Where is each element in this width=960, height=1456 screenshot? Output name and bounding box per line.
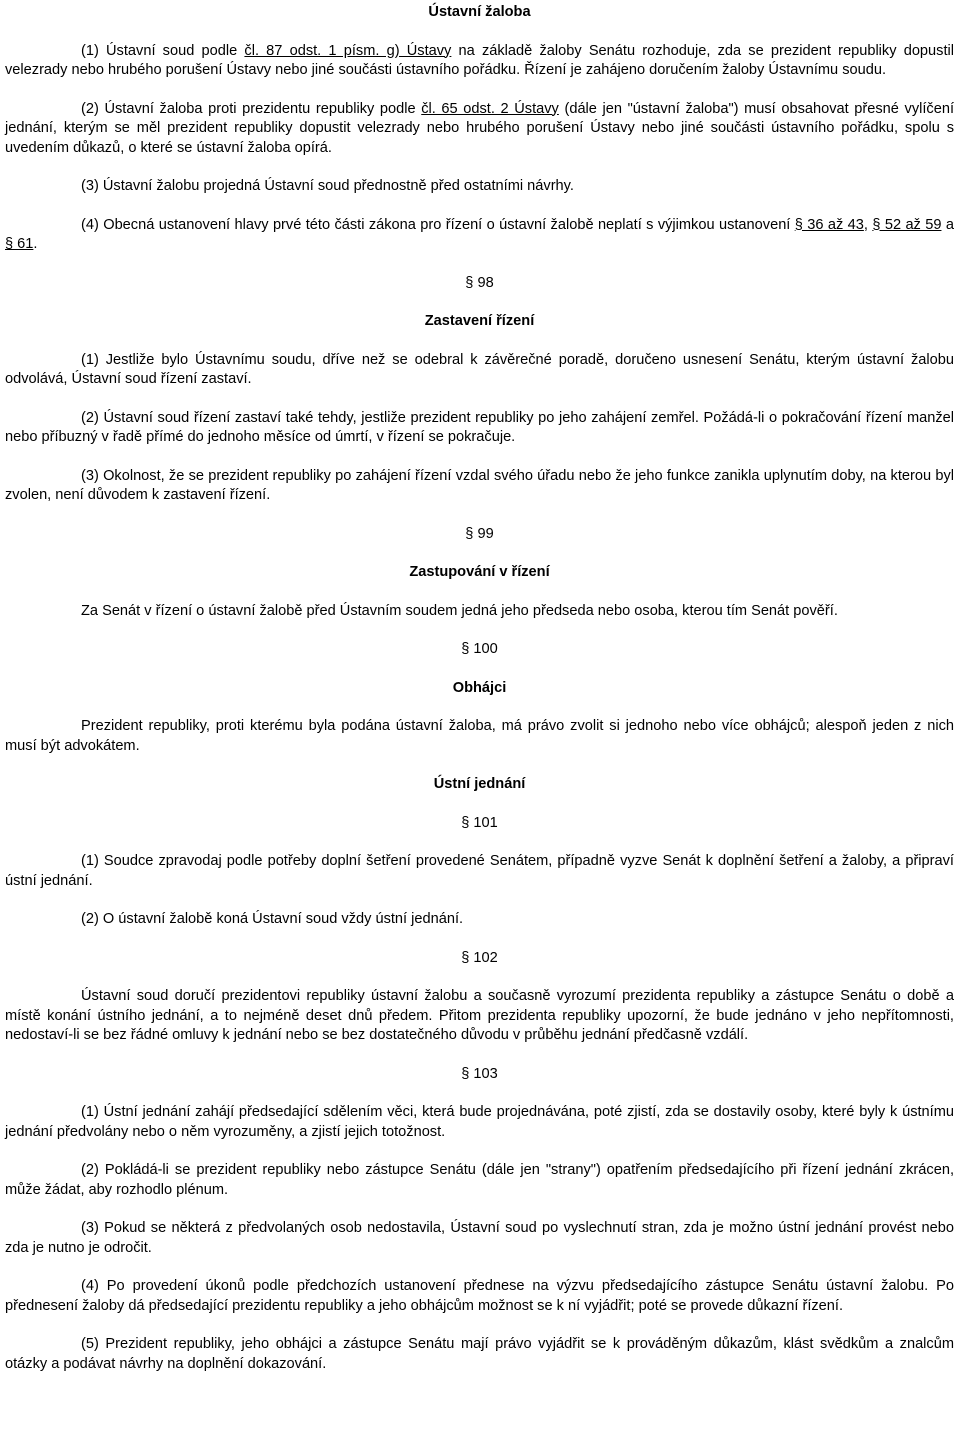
paragraph: [5, 467, 954, 506]
paragraph: [5, 852, 954, 891]
paragraph-text: (3) Okolnost, že se prezident republiky po zahájení řízení vzdal svého úřadu nebo že jeho funkce zanikla uplynutím doby, na kterou byl zvolen, není důvodem k zastavení řízení.: [5, 467, 954, 503]
paragraph-text: (1) Ústní jednání zahájí předsedající sdělením věci, která bude projednávána, poté zjistí, zda se dostavily osoby, které byly k ústnímu jednání předvolány nebo o něm vyrozuměny, a zjistí jejich totožnost.: [5, 1104, 954, 1140]
paragraph-text: a: [941, 216, 954, 233]
paragraph-text: (4) Obecná ustanovení hlavy prvé této části zákona pro řízení o ústavní žalobě neplatí s výjimkou ustanovení: [81, 216, 795, 233]
paragraph-text: Za Senát v řízení o ústavní žalobě před Ústavním soudem jedná jeho předseda nebo osoba, kterou tím Senát pověří.: [81, 602, 838, 619]
section-number: § 102: [461, 949, 498, 966]
paragraph-text: (4) Po provedení úkonů podle předchozích ustanovení přednese na výzvu předsedajícího zástupce Senátu ústavní žalobu. Po přednesení žaloby dá předsedající prezidentu republiky a jeho obhájcům možnost se k ní vyjádřit; poté se provede důkazní řízení.: [5, 1278, 954, 1314]
paragraph: [5, 100, 954, 159]
section-number: § 101: [461, 814, 498, 831]
section-heading: Ústní jednání: [433, 776, 526, 792]
paragraph: [5, 1219, 954, 1258]
paragraph: [5, 1335, 954, 1374]
paragraph-text: .: [33, 236, 38, 252]
paragraph: [5, 1103, 954, 1142]
link-cl-87-odst-1-pism-g-ustavy[interactable]: čl. 87 odst. 1 písm. g) Ústavy: [244, 42, 452, 59]
paragraph: [5, 409, 954, 448]
section-heading: Obhájci: [452, 679, 507, 696]
paragraph: [5, 910, 954, 930]
paragraph-text: Prezident republiky, proti kterému byla podána ústavní žaloba, má právo zvolit si jednoho nebo více obhájců; alespoň jeden z nich musí být advokátem.: [5, 718, 954, 754]
link-cl-65-odst-2-ustavy[interactable]: čl. 65 odst. 2 Ústavy: [421, 100, 559, 117]
paragraph-text: na základě žaloby Senátu rozhoduje, zda se prezident republiky dopustil velezrady nebo hrubého porušení Ústavy nebo jiné součásti ústavního pořádku. Řízení je zahájeno doručením žaloby Ústavnímu soudu.: [5, 42, 955, 78]
section-heading: Ústavní žaloba: [428, 4, 531, 20]
link-52-az-59[interactable]: § 52 až 59: [872, 216, 942, 233]
paragraph: [5, 602, 954, 622]
paragraph-text: (5) Prezident republiky, jeho obhájci a zástupce Senátu mají právo vyjádřit se k prováděným důkazům, klást svědkům a znalcům otázky a podávat návrhy na doplnění dokazování.: [5, 1336, 954, 1372]
paragraph-text: ,: [863, 216, 873, 233]
paragraph-text: (1) Ústavní soud podle: [81, 42, 245, 59]
paragraph-text: (1) Soudce zpravodaj podle potřeby doplní šetření provedené Senátem, případně vyzve Senát k doplnění šetření a žaloby, a připraví ústní jednání.: [5, 853, 954, 889]
section-number: § 98: [465, 274, 494, 291]
section-number: § 100: [461, 641, 498, 657]
link-61[interactable]: § 61: [5, 236, 34, 252]
paragraph: [5, 216, 954, 255]
paragraph-text: (dále jen "ústavní žaloba") musí obsahovat přesné vylíčení jednání, kterým se měl prezident republiky dopustit velezrady nebo hrubého porušení Ústavy nebo jiné součásti ústavního pořádku, spolu s uvedením důkazů, o které se ústavní žaloba opírá.: [5, 100, 954, 156]
paragraph-text: (2) O ústavní žalobě koná Ústavní soud vždy ústní jednání.: [81, 911, 464, 927]
paragraph: [5, 42, 954, 81]
paragraph: [5, 1161, 954, 1200]
paragraph-text: (3) Ústavní žalobu projedná Ústavní soud přednostně před ostatními návrhy.: [81, 178, 574, 194]
paragraph-text: (2) Pokládá-li se prezident republiky nebo zástupce Senátu (dále jen "strany") opatřením předsedajícího při řízení jednání zkrácen, může žádat, aby rozhodlo plénum.: [5, 1162, 954, 1198]
paragraph: [5, 717, 954, 756]
paragraph: [5, 351, 954, 390]
paragraph: [5, 987, 954, 1046]
paragraph-text: (1) Jestliže bylo Ústavnímu soudu, dříve než se odebral k závěrečné poradě, doručeno usnesení Senátu, kterým ústavní žalobu odvolává, Ústavní soud řízení zastaví.: [5, 351, 954, 387]
paragraph-text: Ústavní soud doručí prezidentovi republiky ústavní žalobu a současně vyrozumí prezidenta republiky a zástupce Senátu o době a místě konání ústního jednání, a to nejméně deset dnů předem. Přitom prezidenta republiky upozorní, že bude jednáno v jeho nepřítomnosti, nedostaví-li se bez řádné omluvy k jednání nebo se bez dostatečného důvodu v průběhu jednání předčasně vzdálí.: [5, 988, 954, 1043]
section-heading: Zastavení řízení: [424, 313, 535, 329]
paragraph-text: (2) Ústavní soud řízení zastaví také tehdy, jestliže prezident republiky po jeho zahájení zemřel. Požádá-li o pokračování řízení manžel nebo příbuzný v řadě přímé do jednoho měsíce od úmrtí, v řízení se pokračuje.: [5, 409, 954, 445]
paragraph: [5, 1277, 954, 1316]
section-number: § 103: [461, 1065, 498, 1082]
section-number: § 99: [465, 525, 494, 542]
paragraph-text: (2) Ústavní žaloba proti prezidentu republiky podle: [81, 100, 422, 117]
section-heading: Zastupování v řízení: [409, 564, 550, 580]
link-36-az-43[interactable]: § 36 až 43: [794, 216, 864, 233]
paragraph: [5, 177, 954, 197]
paragraph-text: (3) Pokud se některá z předvolaných osob nedostavila, Ústavní soud po vyslechnutí stran, zda je možno ústní jednání provést nebo zda je nutno je odročit.: [5, 1220, 954, 1256]
